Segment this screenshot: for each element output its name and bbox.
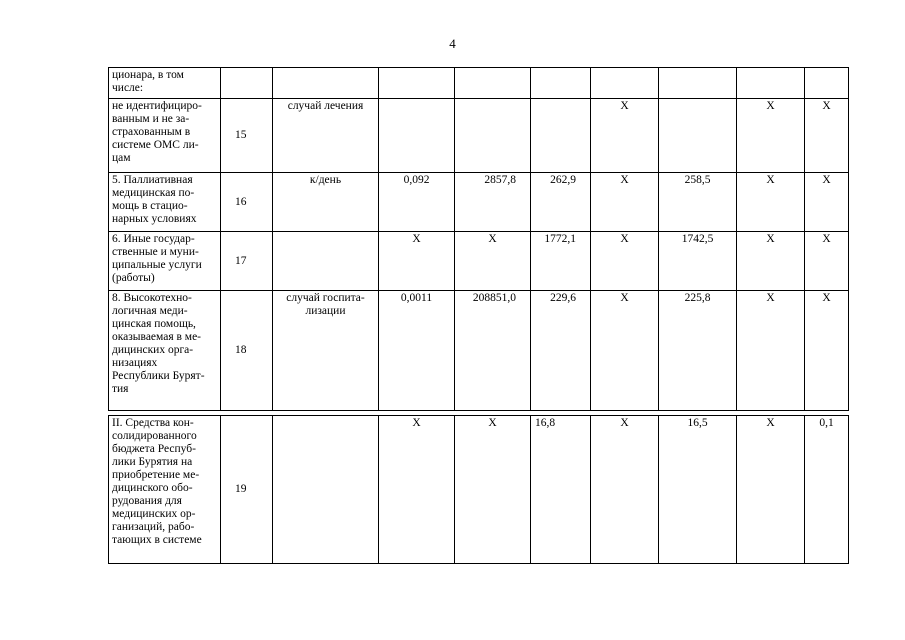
value-cell: X [737,232,805,291]
row-number-cell: 19 [221,416,273,564]
unit-cell [273,68,379,99]
row-name-cell: 8. Высокотехно- логичная меди- цинская помощь, оказываемая в ме- дицинских орга- низациях Республики Бурят- тия [109,291,221,411]
value-cell: X [455,416,531,564]
value-cell: X [379,232,455,291]
value-cell: X [591,173,659,232]
table-row [109,416,849,564]
value-cell: 1772,1 [531,232,591,291]
value-cell [591,68,659,99]
value-cell: X [805,173,849,232]
row-number-cell: 18 [221,291,273,411]
row-number-cell [221,68,273,99]
value-cell: X [737,173,805,232]
unit-cell: к/день [273,173,379,232]
value-cell: 16,8 [531,416,591,564]
table-row [109,173,849,232]
value-cell: X [737,416,805,564]
value-cell: 0,0011 [379,291,455,411]
value-cell: X [805,99,849,173]
table-row [109,99,849,173]
value-cell [805,68,849,99]
value-cell [379,99,455,173]
table-row [109,291,849,411]
page-number: 4 [449,36,456,51]
value-cell: 208851,0 [455,291,531,411]
value-cell: X [591,291,659,411]
row-number-cell: 15 [221,99,273,173]
row-name-cell: II. Средства кон- солидированного бюджета Респуб- лики Бурятия на приобретение ме- дицинского обо- рудования для медицинских ор- ганизаций, рабо- тающих в системе [109,416,221,564]
value-cell: X [737,99,805,173]
value-cell: X [805,232,849,291]
row-name-cell: 6. Иные государ- ственные и муни- ципальные услуги (работы) [109,232,221,291]
value-cell: X [591,416,659,564]
unit-cell [273,232,379,291]
value-cell: 0,1 [805,416,849,564]
value-cell [659,99,737,173]
value-cell: X [591,232,659,291]
value-cell [737,68,805,99]
value-cell: X [591,99,659,173]
value-cell: X [455,232,531,291]
row-number-cell: 17 [221,232,273,291]
value-cell [379,68,455,99]
value-cell: X [737,291,805,411]
value-cell [531,68,591,99]
row-name-cell: не идентифициро- ванным и не за- страхованным в системе ОМС ли- цам [109,99,221,173]
value-cell: 16,5 [659,416,737,564]
value-cell: 258,5 [659,173,737,232]
table-row [109,68,849,99]
value-cell: 1742,5 [659,232,737,291]
value-cell: X [805,291,849,411]
value-cell: X [379,416,455,564]
unit-cell: случай лечения [273,99,379,173]
table-row [109,232,849,291]
value-cell [455,68,531,99]
value-cell: 225,8 [659,291,737,411]
value-cell [531,99,591,173]
value-cell: 262,9 [531,173,591,232]
row-name-cell: ционара, в том числе: [109,68,221,99]
value-cell [455,99,531,173]
value-cell: 229,6 [531,291,591,411]
unit-cell [273,416,379,564]
value-cell [659,68,737,99]
data-table [108,67,849,564]
value-cell: 2857,8 [455,173,531,232]
row-number-cell: 16 [221,173,273,232]
unit-cell: случай госпита- лизации [273,291,379,411]
value-cell: 0,092 [379,173,455,232]
row-name-cell: 5. Паллиативная медицинская по- мощь в стацио- нарных условиях [109,173,221,232]
